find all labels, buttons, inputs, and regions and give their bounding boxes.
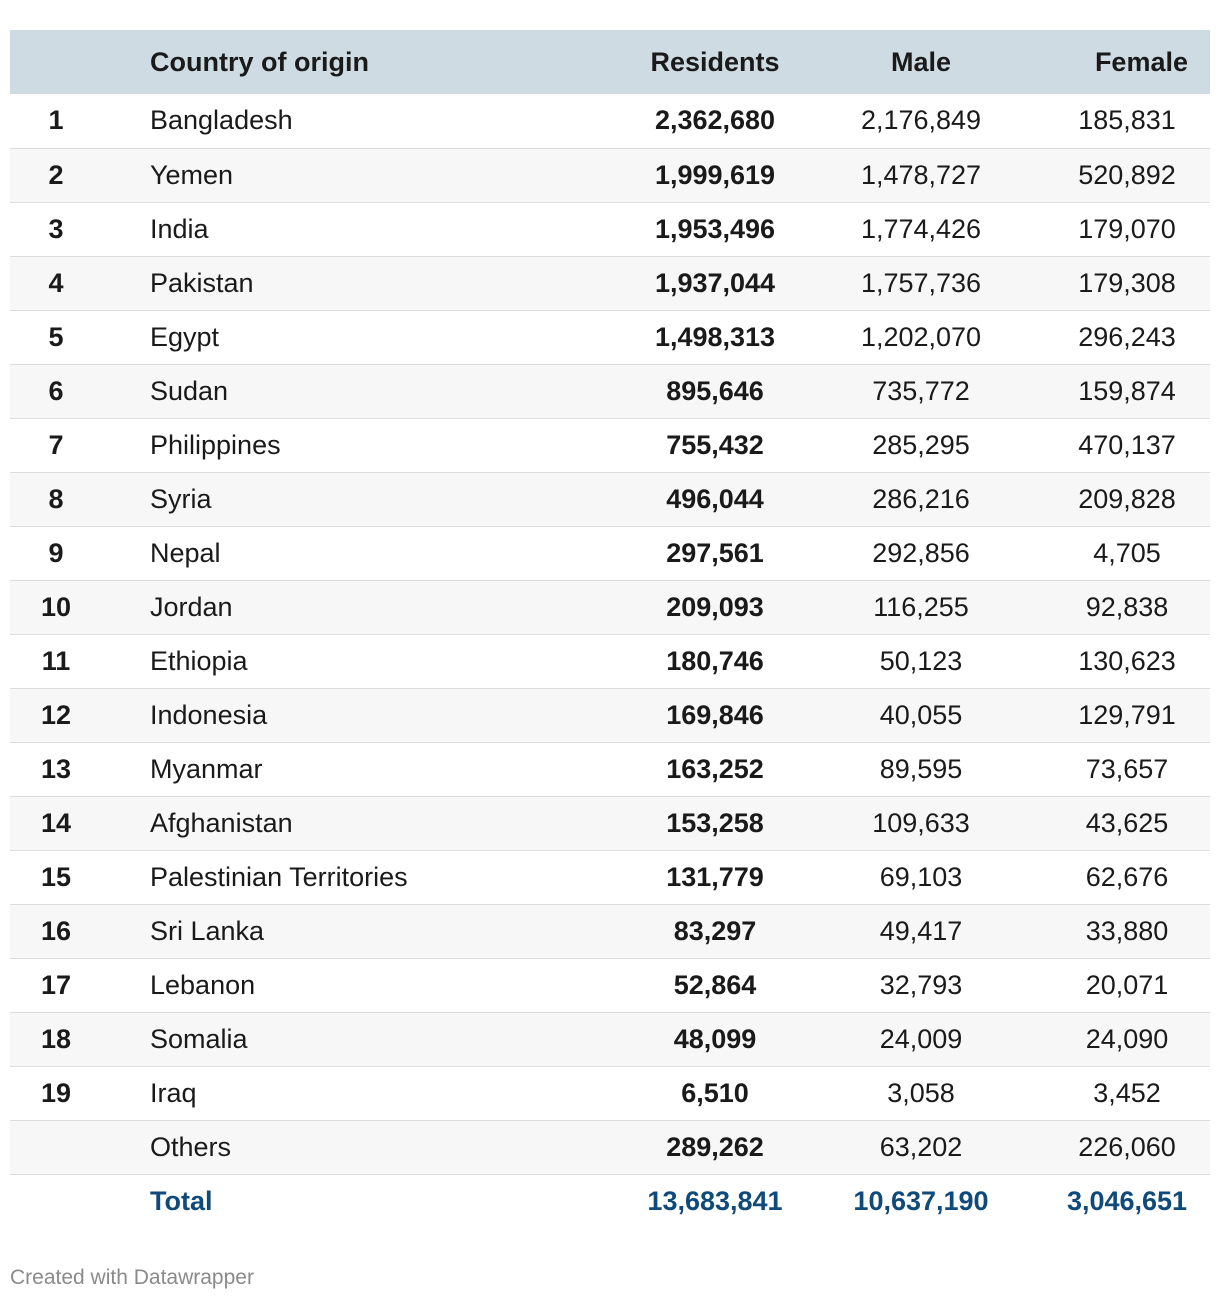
- table-row: [10, 256, 1210, 310]
- total-female: 3,046,651: [1066, 1185, 1188, 1216]
- female-cell: 520,892: [1078, 159, 1176, 190]
- table-row: [10, 94, 1210, 148]
- rank-cell: 14: [40, 807, 72, 838]
- male-cell: 89,595: [879, 753, 963, 784]
- table-row: [10, 904, 1210, 958]
- table-row: [10, 1012, 1210, 1066]
- male-cell: 285,295: [872, 429, 970, 460]
- female-cell: 226,060: [1078, 1131, 1176, 1162]
- country-cell: Myanmar: [150, 753, 263, 784]
- rank-cell: 19: [40, 1077, 72, 1108]
- residents-cell: 131,779: [666, 861, 764, 892]
- female-cell: 33,880: [1085, 915, 1169, 946]
- female-cell: 130,623: [1078, 645, 1176, 676]
- female-cell: 3,452: [1093, 1077, 1161, 1108]
- residents-cell: 2,362,680: [654, 105, 776, 136]
- rank-cell: 8: [48, 483, 64, 514]
- female-cell: 92,838: [1085, 591, 1169, 622]
- residents-cell: 48,099: [673, 1023, 757, 1054]
- table-row: [10, 634, 1210, 688]
- female-cell: 4,705: [1093, 537, 1161, 568]
- country-cell: Iraq: [150, 1077, 197, 1108]
- header-male[interactable]: Male: [890, 46, 952, 77]
- country-cell: Indonesia: [150, 699, 268, 730]
- country-cell: Syria: [150, 483, 212, 514]
- rank-cell: 13: [40, 753, 72, 784]
- residents-cell: 755,432: [666, 429, 764, 460]
- country-cell: Ethiopia: [150, 645, 248, 676]
- datawrapper-credit[interactable]: Created with Datawrapper: [10, 1266, 254, 1289]
- male-cell: 116,255: [873, 591, 969, 622]
- table-row: [10, 418, 1210, 472]
- rank-cell: 1: [48, 105, 64, 136]
- country-cell: Sudan: [150, 375, 229, 406]
- female-cell: 296,243: [1078, 321, 1176, 352]
- male-cell: 292,856: [872, 537, 970, 568]
- rank-cell: 3: [48, 213, 64, 244]
- country-cell: Pakistan: [150, 267, 254, 298]
- country-cell: Philippines: [150, 429, 281, 460]
- rank-cell: 10: [40, 591, 72, 622]
- female-cell: 73,657: [1085, 753, 1169, 784]
- female-cell: 159,874: [1078, 375, 1176, 406]
- table-row: [10, 472, 1210, 526]
- rank-cell: 6: [48, 375, 64, 406]
- male-cell: 50,123: [879, 645, 963, 676]
- female-cell: 62,676: [1085, 861, 1169, 892]
- residents-cell: 1,498,313: [654, 321, 776, 352]
- female-cell: 24,090: [1085, 1023, 1169, 1054]
- country-cell: Lebanon: [150, 969, 256, 1000]
- rank-cell: 11: [41, 645, 71, 676]
- country-cell: Palestinian Territories: [150, 861, 408, 892]
- table-row: [10, 742, 1210, 796]
- table-row: [10, 148, 1210, 202]
- female-cell: 179,070: [1078, 213, 1176, 244]
- residents-cell: 1,999,619: [654, 159, 776, 190]
- female-cell: 185,831: [1078, 105, 1176, 136]
- country-cell: Yemen: [150, 159, 234, 190]
- rank-cell: 7: [48, 429, 64, 460]
- country-cell: Nepal: [150, 537, 221, 568]
- residents-cell: 83,297: [673, 915, 757, 946]
- table-row: [10, 688, 1210, 742]
- country-cell: Sri Lanka: [150, 915, 265, 946]
- male-cell: 286,216: [872, 483, 970, 514]
- residents-cell: 1,953,496: [654, 213, 776, 244]
- table-row: [10, 364, 1210, 418]
- male-cell: 109,633: [872, 807, 970, 838]
- total-residents: 13,683,841: [647, 1185, 783, 1216]
- rank-cell: 2: [48, 159, 64, 190]
- table-row: [10, 202, 1210, 256]
- rank-cell: 9: [48, 537, 64, 568]
- female-cell: 470,137: [1078, 429, 1176, 460]
- table-body: [10, 94, 1210, 1228]
- residents-cell: 163,252: [666, 753, 764, 784]
- table-header-row: [10, 30, 1210, 94]
- residents-table: [10, 30, 1210, 1228]
- table-row: [10, 526, 1210, 580]
- female-cell: 179,308: [1078, 267, 1176, 298]
- female-cell: 209,828: [1078, 483, 1176, 514]
- rank-cell: [10, 1120, 102, 1174]
- male-cell: 1,478,727: [860, 159, 982, 190]
- male-cell: 1,757,736: [860, 267, 982, 298]
- male-cell: 2,176,849: [860, 105, 982, 136]
- total-male: 10,637,190: [853, 1185, 989, 1216]
- male-cell: 63,202: [879, 1131, 963, 1162]
- header-country[interactable]: Country of origin: [150, 46, 369, 77]
- male-cell: 32,793: [879, 969, 963, 1000]
- rank-cell: 12: [40, 699, 72, 730]
- residents-cell: 180,746: [666, 645, 764, 676]
- table-row: [10, 1120, 1210, 1174]
- residents-cell: 289,262: [666, 1131, 764, 1162]
- data-table-container: [10, 30, 1210, 1228]
- country-cell: India: [150, 213, 209, 244]
- rank-cell: 4: [48, 267, 64, 298]
- female-cell: 20,071: [1085, 969, 1169, 1000]
- residents-cell: 153,258: [666, 807, 764, 838]
- country-cell: Afghanistan: [150, 807, 293, 838]
- residents-cell: 209,093: [666, 591, 764, 622]
- residents-cell: 6,510: [681, 1077, 749, 1108]
- country-cell: Egypt: [150, 321, 220, 352]
- rank-cell: 16: [40, 915, 72, 946]
- country-cell: Bangladesh: [150, 105, 293, 136]
- header-rank: [10, 30, 102, 94]
- table-row: [10, 796, 1210, 850]
- residents-cell: 297,561: [666, 537, 764, 568]
- rank-cell: 15: [40, 861, 72, 892]
- rank-cell: 18: [40, 1023, 72, 1054]
- rank-cell: 5: [48, 321, 64, 352]
- residents-cell: 1,937,044: [654, 267, 776, 298]
- male-cell: 1,202,070: [860, 321, 982, 352]
- total-label: Total: [150, 1185, 213, 1216]
- male-cell: 69,103: [879, 861, 963, 892]
- male-cell: 40,055: [879, 699, 963, 730]
- table-row: [10, 850, 1210, 904]
- table-row: [10, 580, 1210, 634]
- header-residents[interactable]: Residents: [650, 46, 780, 77]
- table-row: [10, 958, 1210, 1012]
- country-cell: Jordan: [150, 591, 233, 622]
- male-cell: 1,774,426: [860, 213, 982, 244]
- residents-cell: 52,864: [673, 969, 757, 1000]
- country-cell: Somalia: [150, 1023, 248, 1054]
- country-cell: Others: [150, 1131, 232, 1162]
- total-row: [10, 1174, 1210, 1228]
- total-rank-cell: [10, 1174, 102, 1228]
- residents-cell: 169,846: [666, 699, 764, 730]
- female-cell: 43,625: [1085, 807, 1169, 838]
- male-cell: 3,058: [887, 1077, 955, 1108]
- female-cell: 129,791: [1078, 699, 1176, 730]
- residents-cell: 496,044: [666, 483, 764, 514]
- header-female[interactable]: Female: [1094, 46, 1188, 77]
- male-cell: 49,417: [879, 915, 963, 946]
- residents-cell: 895,646: [666, 375, 764, 406]
- rank-cell: 17: [40, 969, 72, 1000]
- male-cell: 24,009: [879, 1023, 963, 1054]
- male-cell: 735,772: [872, 375, 970, 406]
- table-row: [10, 1066, 1210, 1120]
- table-row: [10, 310, 1210, 364]
